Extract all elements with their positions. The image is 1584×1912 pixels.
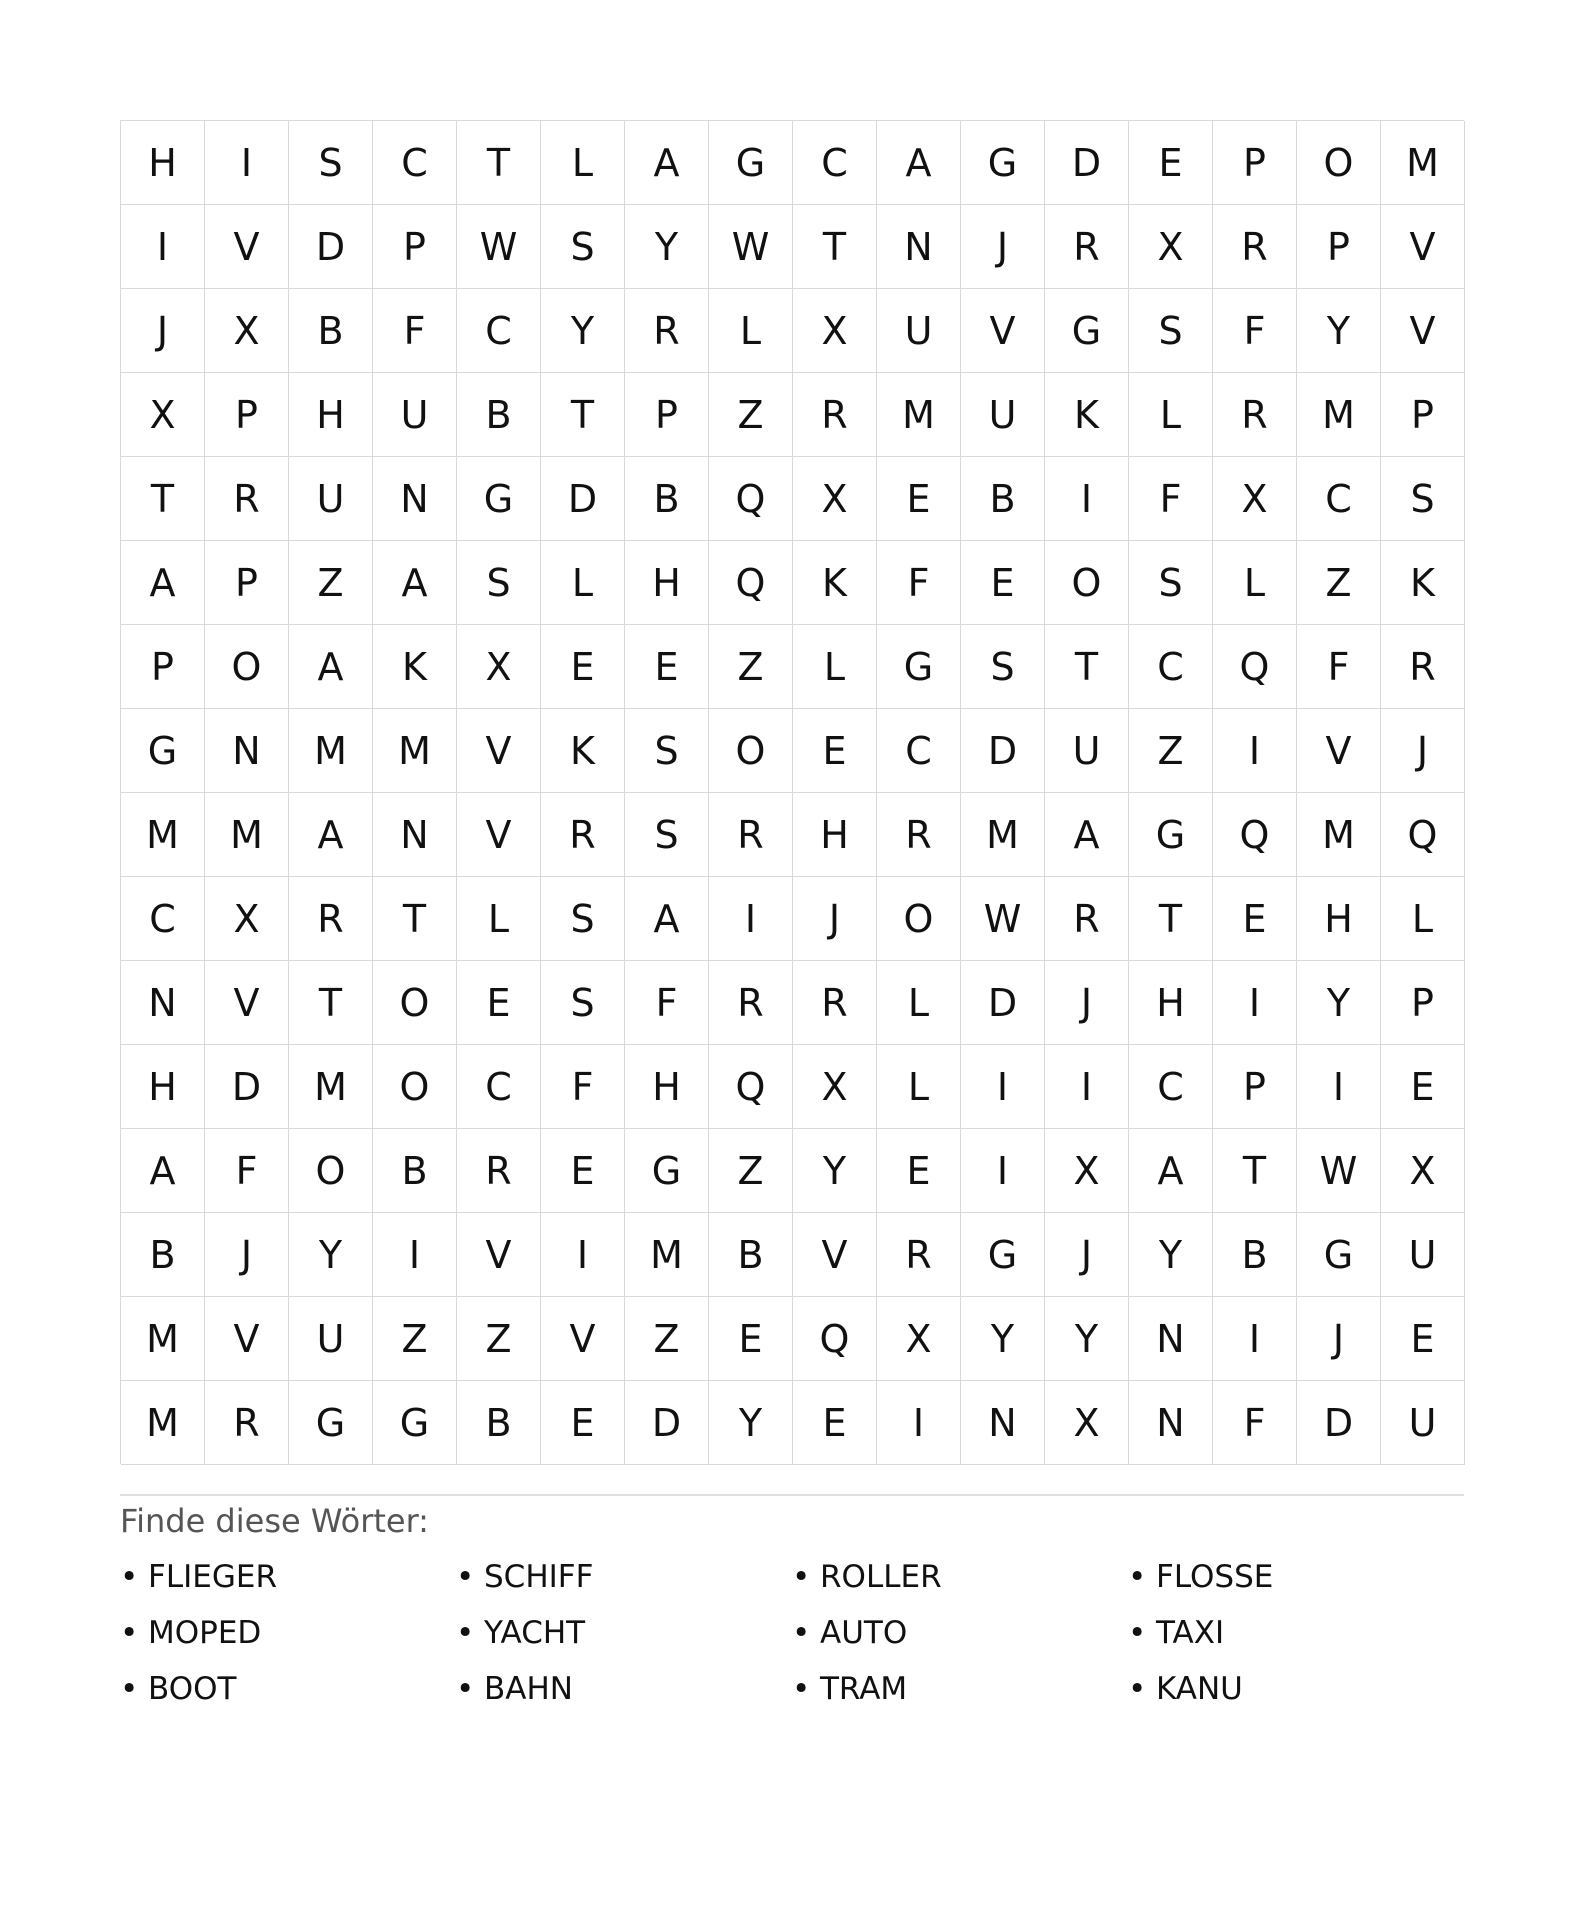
grid-cell[interactable]: A — [877, 121, 961, 205]
grid-cell[interactable]: R — [709, 793, 793, 877]
grid-cell[interactable]: V — [541, 1297, 625, 1381]
grid-cell[interactable]: R — [1381, 625, 1465, 709]
grid-cell[interactable]: G — [373, 1381, 457, 1465]
grid-cell[interactable]: E — [961, 541, 1045, 625]
grid-cell[interactable]: S — [541, 205, 625, 289]
grid-cell[interactable]: R — [1213, 205, 1297, 289]
word-item — [120, 1672, 456, 1706]
grid-cell[interactable]: I — [1297, 1045, 1381, 1129]
grid-cell[interactable]: I — [1213, 1297, 1297, 1381]
grid-cell[interactable]: A — [289, 793, 373, 877]
grid-cell[interactable]: W — [961, 877, 1045, 961]
grid-cell[interactable]: T — [289, 961, 373, 1045]
grid-cell[interactable]: U — [1381, 1213, 1465, 1297]
grid-cell[interactable]: G — [961, 121, 1045, 205]
bullet: • — [792, 1671, 811, 1707]
grid-cell[interactable]: P — [205, 373, 289, 457]
grid-cell[interactable]: W — [457, 205, 541, 289]
grid-cell[interactable]: S — [457, 541, 541, 625]
word-label: TRAM — [820, 1671, 908, 1707]
grid-cell[interactable]: E — [457, 961, 541, 1045]
grid-cell[interactable]: S — [1381, 457, 1465, 541]
grid-cell[interactable]: R — [205, 1381, 289, 1465]
grid-cell[interactable]: V — [961, 289, 1045, 373]
grid-cell[interactable]: H — [1129, 961, 1213, 1045]
word-list-title: Finde diese Wörter: — [120, 1502, 429, 1540]
grid-cell[interactable]: B — [625, 457, 709, 541]
grid-cell[interactable]: D — [961, 961, 1045, 1045]
grid-cell[interactable]: T — [121, 457, 205, 541]
grid-cell[interactable]: B — [457, 1381, 541, 1465]
grid-cell[interactable]: R — [457, 1129, 541, 1213]
bullet: • — [456, 1615, 475, 1651]
grid-cell[interactable]: Q — [1213, 625, 1297, 709]
grid-cell[interactable]: J — [961, 205, 1045, 289]
grid-cell[interactable]: X — [1129, 205, 1213, 289]
grid-cell[interactable]: L — [877, 961, 961, 1045]
grid-cell[interactable]: T — [457, 121, 541, 205]
grid-cell[interactable]: B — [961, 457, 1045, 541]
bullet: • — [792, 1559, 811, 1595]
grid-cell[interactable]: N — [205, 709, 289, 793]
grid-cell[interactable]: N — [877, 205, 961, 289]
grid-cell[interactable]: W — [1297, 1129, 1381, 1213]
grid-cell[interactable]: T — [793, 205, 877, 289]
word-label: MOPED — [148, 1615, 262, 1651]
grid-cell[interactable]: J — [205, 1213, 289, 1297]
grid-cell[interactable]: H — [1297, 877, 1381, 961]
grid-cell[interactable]: G — [877, 625, 961, 709]
grid-cell[interactable]: L — [1129, 373, 1213, 457]
word-item — [1128, 1616, 1464, 1650]
grid-cell[interactable]: I — [205, 121, 289, 205]
grid-cell[interactable]: D — [289, 205, 373, 289]
grid-cell[interactable]: O — [205, 625, 289, 709]
grid-cell[interactable]: F — [1129, 457, 1213, 541]
grid-cell[interactable]: L — [541, 541, 625, 625]
grid-cell[interactable]: M — [625, 1213, 709, 1297]
grid-cell[interactable]: R — [877, 793, 961, 877]
grid-cell[interactable]: Y — [1129, 1213, 1213, 1297]
grid-cell[interactable]: I — [373, 1213, 457, 1297]
grid-cell[interactable]: B — [289, 289, 373, 373]
word-item — [1128, 1560, 1464, 1594]
grid-cell[interactable]: E — [1213, 877, 1297, 961]
divider — [120, 1494, 1464, 1496]
grid-cell[interactable]: P — [1213, 121, 1297, 205]
grid-cell[interactable]: D — [961, 709, 1045, 793]
grid-cell[interactable]: E — [877, 1129, 961, 1213]
grid-cell[interactable]: I — [1213, 709, 1297, 793]
word-item — [792, 1672, 1128, 1706]
grid-cell[interactable]: E — [1381, 1045, 1465, 1129]
grid-cell[interactable]: O — [373, 1045, 457, 1129]
grid-cell[interactable]: P — [373, 205, 457, 289]
grid-cell[interactable]: J — [793, 877, 877, 961]
grid-cell[interactable]: D — [1297, 1381, 1381, 1465]
grid-cell[interactable]: N — [373, 457, 457, 541]
grid-cell[interactable]: C — [1129, 1045, 1213, 1129]
grid-cell[interactable]: A — [121, 541, 205, 625]
grid-cell[interactable]: Y — [793, 1129, 877, 1213]
grid-cell[interactable]: H — [121, 121, 205, 205]
grid-cell[interactable]: F — [1297, 625, 1381, 709]
grid-cell[interactable]: O — [877, 877, 961, 961]
grid-cell[interactable]: L — [541, 121, 625, 205]
grid-cell[interactable]: K — [1381, 541, 1465, 625]
grid-cell[interactable]: L — [1213, 541, 1297, 625]
grid-cell[interactable]: E — [541, 625, 625, 709]
grid-cell[interactable]: E — [1381, 1297, 1465, 1381]
grid-cell[interactable]: L — [793, 625, 877, 709]
grid-cell[interactable]: V — [205, 1297, 289, 1381]
word-label: FLOSSE — [1156, 1559, 1274, 1595]
grid-cell[interactable]: N — [373, 793, 457, 877]
grid-cell[interactable]: H — [625, 541, 709, 625]
grid-cell[interactable]: R — [625, 289, 709, 373]
grid-cell[interactable]: A — [625, 121, 709, 205]
grid-cell[interactable]: T — [1045, 625, 1129, 709]
grid-cell[interactable]: U — [1045, 709, 1129, 793]
grid-cell[interactable]: Y — [625, 205, 709, 289]
word-item — [120, 1616, 456, 1650]
word-item — [120, 1560, 456, 1594]
grid-cell[interactable]: E — [625, 625, 709, 709]
grid-cell[interactable]: M — [961, 793, 1045, 877]
grid-cell[interactable]: D — [541, 457, 625, 541]
word-item — [1128, 1672, 1464, 1706]
grid-cell[interactable]: I — [709, 877, 793, 961]
grid-cell[interactable]: C — [1297, 457, 1381, 541]
grid-cell[interactable]: V — [457, 1213, 541, 1297]
grid-cell[interactable]: V — [1381, 205, 1465, 289]
grid-cell[interactable]: Z — [709, 373, 793, 457]
word-label: AUTO — [820, 1615, 908, 1651]
grid-cell[interactable]: H — [625, 1045, 709, 1129]
grid-cell[interactable]: S — [625, 793, 709, 877]
grid-cell[interactable]: S — [541, 961, 625, 1045]
grid-cell[interactable]: N — [1129, 1381, 1213, 1465]
grid-cell[interactable]: F — [205, 1129, 289, 1213]
word-item — [456, 1616, 792, 1650]
grid-cell[interactable]: O — [709, 709, 793, 793]
grid-cell[interactable]: I — [961, 1045, 1045, 1129]
grid-cell[interactable]: X — [793, 457, 877, 541]
bullet: • — [456, 1559, 475, 1595]
bullet: • — [120, 1559, 139, 1595]
grid-cell[interactable]: Q — [709, 541, 793, 625]
grid-cell[interactable]: Z — [1297, 541, 1381, 625]
grid-cell[interactable]: G — [625, 1129, 709, 1213]
grid-cell[interactable]: I — [121, 205, 205, 289]
grid-cell[interactable]: Y — [541, 289, 625, 373]
grid-cell[interactable]: Z — [1129, 709, 1213, 793]
grid-cell[interactable]: K — [793, 541, 877, 625]
grid-cell[interactable]: A — [373, 541, 457, 625]
word-item — [456, 1672, 792, 1706]
grid-cell[interactable]: S — [1129, 289, 1213, 373]
grid-cell[interactable]: P — [1213, 1045, 1297, 1129]
grid-cell[interactable]: V — [205, 205, 289, 289]
grid-cell[interactable]: S — [1129, 541, 1213, 625]
grid-cell[interactable]: G — [709, 121, 793, 205]
grid-cell[interactable]: C — [373, 121, 457, 205]
grid-cell[interactable]: V — [457, 709, 541, 793]
word-label: YACHT — [484, 1615, 586, 1651]
grid-cell[interactable]: X — [1213, 457, 1297, 541]
grid-cell[interactable]: O — [1297, 121, 1381, 205]
bullet: • — [1128, 1559, 1147, 1595]
grid-cell[interactable]: E — [793, 709, 877, 793]
grid-cell[interactable]: H — [793, 793, 877, 877]
grid-cell[interactable]: R — [541, 793, 625, 877]
grid-cell[interactable]: L — [709, 289, 793, 373]
grid-cell[interactable]: Y — [961, 1297, 1045, 1381]
grid-cell[interactable]: B — [709, 1213, 793, 1297]
grid-cell[interactable]: A — [1129, 1129, 1213, 1213]
grid-cell[interactable]: X — [877, 1297, 961, 1381]
grid-cell[interactable]: Q — [793, 1297, 877, 1381]
grid-cell[interactable]: X — [205, 877, 289, 961]
grid-cell[interactable]: H — [289, 373, 373, 457]
grid-cell[interactable]: G — [1297, 1213, 1381, 1297]
grid-cell[interactable]: E — [1129, 121, 1213, 205]
word-label: FLIEGER — [148, 1559, 277, 1595]
grid-cell[interactable]: M — [121, 1381, 205, 1465]
grid-cell[interactable]: A — [625, 877, 709, 961]
grid-cell[interactable]: V — [205, 961, 289, 1045]
grid-cell[interactable]: V — [1297, 709, 1381, 793]
grid-cell[interactable]: Y — [1297, 961, 1381, 1045]
grid-cell[interactable]: M — [1381, 121, 1465, 205]
grid-cell[interactable]: D — [1045, 121, 1129, 205]
grid-cell[interactable]: X — [457, 625, 541, 709]
grid-cell[interactable]: F — [625, 961, 709, 1045]
grid-cell[interactable]: U — [961, 373, 1045, 457]
word-list — [120, 1560, 1464, 1706]
grid-cell[interactable]: Q — [709, 457, 793, 541]
grid-cell[interactable]: M — [289, 709, 373, 793]
grid-cell[interactable]: C — [457, 289, 541, 373]
grid-cell[interactable]: V — [1381, 289, 1465, 373]
grid-cell[interactable]: I — [961, 1129, 1045, 1213]
grid-cell[interactable]: J — [1297, 1297, 1381, 1381]
grid-cell[interactable]: Y — [709, 1381, 793, 1465]
bullet: • — [792, 1615, 811, 1651]
grid-cell[interactable]: X — [793, 1045, 877, 1129]
grid-cell[interactable]: B — [121, 1213, 205, 1297]
grid-cell[interactable]: I — [1213, 961, 1297, 1045]
grid-cell[interactable]: T — [1129, 877, 1213, 961]
grid-cell[interactable]: E — [709, 1297, 793, 1381]
grid-cell[interactable]: X — [793, 289, 877, 373]
word-label: BOOT — [148, 1671, 237, 1707]
grid-cell[interactable]: Q — [1381, 793, 1465, 877]
grid-cell[interactable]: I — [877, 1381, 961, 1465]
grid-cell[interactable]: M — [121, 793, 205, 877]
grid-cell[interactable]: Q — [709, 1045, 793, 1129]
grid-cell[interactable]: T — [1213, 1129, 1297, 1213]
bullet: • — [456, 1671, 475, 1707]
grid-cell[interactable]: M — [877, 373, 961, 457]
grid-cell[interactable]: P — [1381, 373, 1465, 457]
grid-cell[interactable]: H — [121, 1045, 205, 1129]
grid-cell[interactable]: M — [1297, 373, 1381, 457]
grid-cell[interactable]: B — [373, 1129, 457, 1213]
grid-cell[interactable]: P — [1297, 205, 1381, 289]
grid-cell[interactable]: G — [121, 709, 205, 793]
grid-cell[interactable]: S — [961, 625, 1045, 709]
grid-cell[interactable]: F — [877, 541, 961, 625]
grid-cell[interactable]: L — [457, 877, 541, 961]
grid-cell[interactable]: R — [1045, 205, 1129, 289]
grid-cell[interactable]: P — [121, 625, 205, 709]
grid-cell[interactable]: Z — [289, 541, 373, 625]
grid-cell[interactable]: X — [121, 373, 205, 457]
grid-cell[interactable]: B — [1213, 1213, 1297, 1297]
grid-cell[interactable]: F — [1213, 1381, 1297, 1465]
grid-cell[interactable]: C — [1129, 625, 1213, 709]
grid-cell[interactable]: J — [1381, 709, 1465, 793]
grid-cell[interactable]: Z — [709, 625, 793, 709]
grid-cell[interactable]: U — [289, 457, 373, 541]
grid-cell[interactable]: I — [1045, 457, 1129, 541]
grid-cell[interactable]: C — [793, 121, 877, 205]
grid-cell[interactable]: O — [1045, 541, 1129, 625]
word-label: ROLLER — [820, 1559, 942, 1595]
grid-cell[interactable]: I — [1045, 1045, 1129, 1129]
grid-cell[interactable]: S — [289, 121, 373, 205]
grid-cell[interactable]: E — [793, 1381, 877, 1465]
grid-cell[interactable]: U — [1381, 1381, 1465, 1465]
grid-cell[interactable]: C — [121, 877, 205, 961]
grid-cell[interactable]: M — [121, 1297, 205, 1381]
grid-cell[interactable]: L — [877, 1045, 961, 1129]
grid-cell[interactable]: A — [1045, 793, 1129, 877]
grid-cell[interactable]: P — [625, 373, 709, 457]
grid-cell[interactable]: Z — [625, 1297, 709, 1381]
grid-cell[interactable]: S — [541, 877, 625, 961]
grid-cell[interactable]: Z — [457, 1297, 541, 1381]
bullet: • — [120, 1615, 139, 1651]
grid-cell[interactable]: N — [1129, 1297, 1213, 1381]
grid-cell[interactable]: R — [793, 373, 877, 457]
bullet: • — [1128, 1671, 1147, 1707]
grid-cell[interactable]: W — [709, 205, 793, 289]
grid-cell[interactable]: K — [541, 709, 625, 793]
grid-cell[interactable]: F — [373, 289, 457, 373]
grid-cell[interactable]: E — [541, 1381, 625, 1465]
grid-cell[interactable]: F — [541, 1045, 625, 1129]
grid-cell[interactable]: Z — [709, 1129, 793, 1213]
grid-cell[interactable]: A — [121, 1129, 205, 1213]
grid-cell[interactable]: R — [793, 961, 877, 1045]
grid-cell[interactable]: Y — [289, 1213, 373, 1297]
grid-cell[interactable]: X — [205, 289, 289, 373]
grid-cell[interactable]: U — [289, 1297, 373, 1381]
grid-cell[interactable]: E — [541, 1129, 625, 1213]
grid-cell[interactable]: C — [877, 709, 961, 793]
word-item — [456, 1560, 792, 1594]
grid-cell[interactable]: R — [289, 877, 373, 961]
grid-cell[interactable]: M — [1297, 793, 1381, 877]
grid-cell[interactable]: M — [205, 793, 289, 877]
grid-cell[interactable]: T — [373, 877, 457, 961]
grid-cell[interactable]: S — [625, 709, 709, 793]
grid-cell[interactable]: D — [205, 1045, 289, 1129]
grid-cell[interactable]: X — [1045, 1129, 1129, 1213]
grid-cell[interactable]: U — [877, 289, 961, 373]
grid-cell[interactable]: B — [457, 373, 541, 457]
grid-cell[interactable]: Y — [1297, 289, 1381, 373]
grid-cell[interactable]: N — [961, 1381, 1045, 1465]
grid-cell[interactable]: N — [121, 961, 205, 1045]
word-label: KANU — [1156, 1671, 1243, 1707]
grid-cell[interactable]: J — [121, 289, 205, 373]
grid-cell[interactable]: G — [1045, 289, 1129, 373]
grid-cell[interactable]: R — [1213, 373, 1297, 457]
word-label: BAHN — [484, 1671, 573, 1707]
grid-cell[interactable]: P — [205, 541, 289, 625]
grid-cell[interactable]: U — [373, 373, 457, 457]
grid-cell[interactable]: L — [1381, 877, 1465, 961]
grid-cell[interactable]: Z — [373, 1297, 457, 1381]
grid-cell[interactable]: R — [709, 961, 793, 1045]
grid-cell[interactable]: T — [541, 373, 625, 457]
grid-cell[interactable]: K — [1045, 373, 1129, 457]
word-label: TAXI — [1156, 1615, 1225, 1651]
grid-cell[interactable]: O — [373, 961, 457, 1045]
grid-cell[interactable]: I — [541, 1213, 625, 1297]
grid-cell[interactable]: Q — [1213, 793, 1297, 877]
grid-cell[interactable]: O — [289, 1129, 373, 1213]
grid-cell[interactable]: G — [1129, 793, 1213, 877]
grid-cell[interactable]: G — [289, 1381, 373, 1465]
grid-cell[interactable]: A — [289, 625, 373, 709]
grid-cell[interactable]: R — [1045, 877, 1129, 961]
grid-cell[interactable]: F — [1213, 289, 1297, 373]
letter-grid — [120, 120, 1464, 1464]
grid-cell[interactable]: D — [625, 1381, 709, 1465]
word-item — [792, 1616, 1128, 1650]
grid-cell[interactable]: V — [457, 793, 541, 877]
grid-cell[interactable]: G — [961, 1213, 1045, 1297]
grid-cell[interactable]: J — [1045, 1213, 1129, 1297]
grid-cell[interactable]: V — [793, 1213, 877, 1297]
grid-cell[interactable]: P — [1381, 961, 1465, 1045]
grid-cell[interactable]: K — [373, 625, 457, 709]
grid-cell[interactable]: Y — [1045, 1297, 1129, 1381]
grid-cell[interactable]: M — [373, 709, 457, 793]
bullet: • — [1128, 1615, 1147, 1651]
grid-cell[interactable]: X — [1381, 1129, 1465, 1213]
grid-cell[interactable]: R — [877, 1213, 961, 1297]
word-item — [792, 1560, 1128, 1594]
grid-cell[interactable]: M — [289, 1045, 373, 1129]
grid-cell[interactable]: R — [205, 457, 289, 541]
word-label: SCHIFF — [484, 1559, 594, 1595]
grid-cell[interactable]: G — [457, 457, 541, 541]
grid-cell[interactable]: C — [457, 1045, 541, 1129]
bullet: • — [120, 1671, 139, 1707]
grid-cell[interactable]: J — [1045, 961, 1129, 1045]
grid-cell[interactable]: X — [1045, 1381, 1129, 1465]
grid-cell[interactable]: E — [877, 457, 961, 541]
